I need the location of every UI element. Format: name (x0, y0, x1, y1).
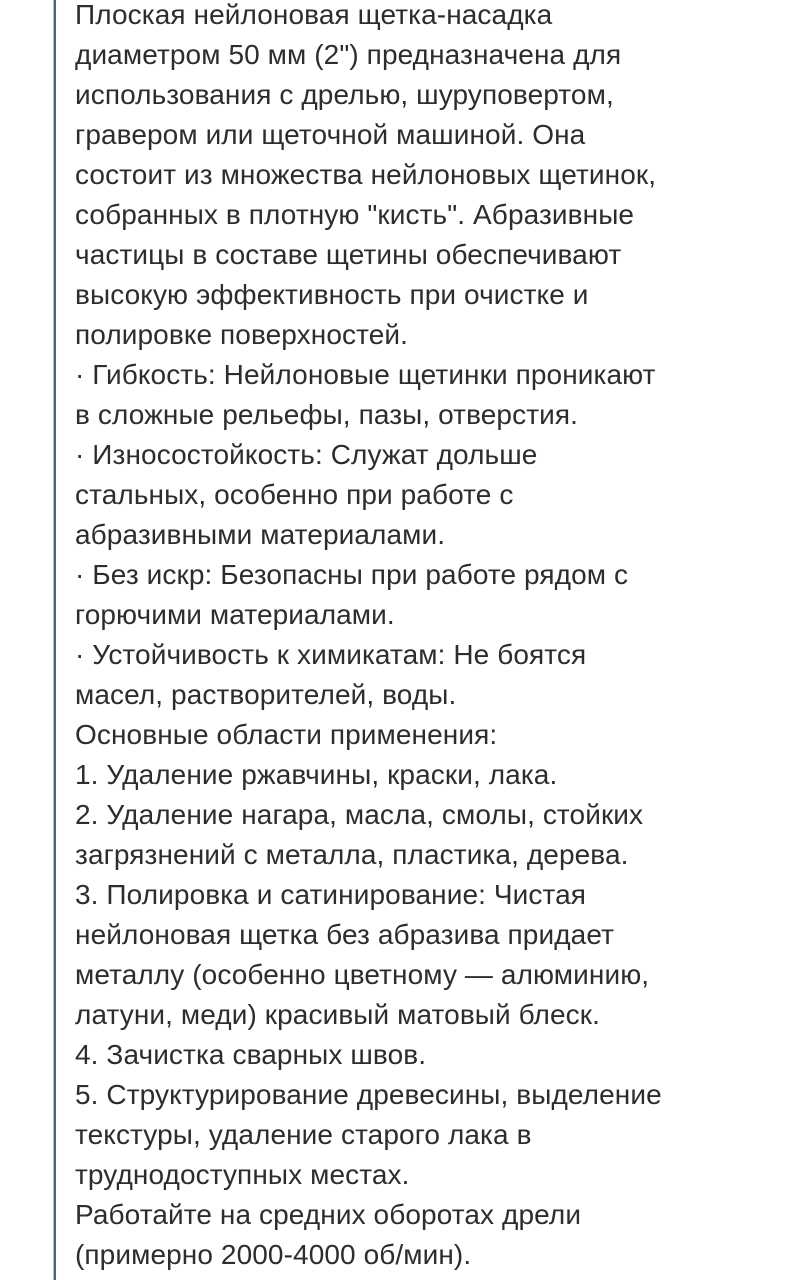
description-line: использования с дрелью, шуруповертом, (75, 79, 614, 110)
description-line: 1. Удаление ржавчины, краски, лака. (75, 759, 558, 790)
description-line: · Гибкость: Нейлоновые щетинки проникают (75, 359, 656, 390)
description-line: нейлоновая щетка без абразива придает (75, 919, 614, 950)
description-line: стальных, особенно при работе с (75, 479, 514, 510)
description-line: труднодоступных местах. (75, 1159, 410, 1190)
description-line: состоит из множества нейлоновых щетинок, (75, 159, 657, 190)
description-line: (примерно 2000-4000 об/мин). (75, 1239, 472, 1270)
description-line: полировке поверхностей. (75, 319, 408, 350)
description-line: высокую эффективность при очистке и (75, 279, 589, 310)
description-line: Работайте на средних оборотах дрели (75, 1199, 582, 1230)
description-line: 3. Полировка и сатинирование: Чистая (75, 879, 587, 910)
description-line: загрязнений с металла, пластика, дерева. (75, 839, 629, 870)
description-line: металлу (особенно цветному — алюминию, (75, 959, 650, 990)
description-line: · Устойчивость к химикатам: Не боятся (75, 639, 587, 670)
description-line: латуни, меди) красивый матовый блеск. (75, 999, 600, 1030)
product-description-text (75, 0, 777, 1275)
description-line: в сложные рельефы, пазы, отверстия. (75, 399, 579, 430)
description-line: 4. Зачистка сварных швов. (75, 1039, 427, 1070)
description-line: 2. Удаление нагара, масла, смолы, стойких (75, 799, 644, 830)
description-line: собранных в плотную "кисть". Абразивные (75, 199, 635, 230)
description-line: · Без искр: Безопасны при работе рядом с (75, 559, 629, 590)
description-line: горючими материалами. (75, 599, 395, 630)
description-line: Плоская нейлоновая щетка-насадка (75, 0, 553, 30)
description-line: · Износостойкость: Служат дольше (75, 439, 538, 470)
description-line: частицы в составе щетины обеспечивают (75, 239, 622, 270)
left-border-line (53, 0, 56, 1280)
description-line: абразивными материалами. (75, 519, 446, 550)
description-line: гравером или щеточной машиной. Она (75, 119, 586, 150)
description-line: масел, растворителей, воды. (75, 679, 457, 710)
description-line: 5. Структурирование древесины, выделение (75, 1079, 662, 1110)
description-line: текстуры, удаление старого лака в (75, 1119, 532, 1150)
description-line: диаметром 50 мм (2") предназначена для (75, 39, 622, 70)
description-line: Основные области применения: (75, 719, 498, 750)
